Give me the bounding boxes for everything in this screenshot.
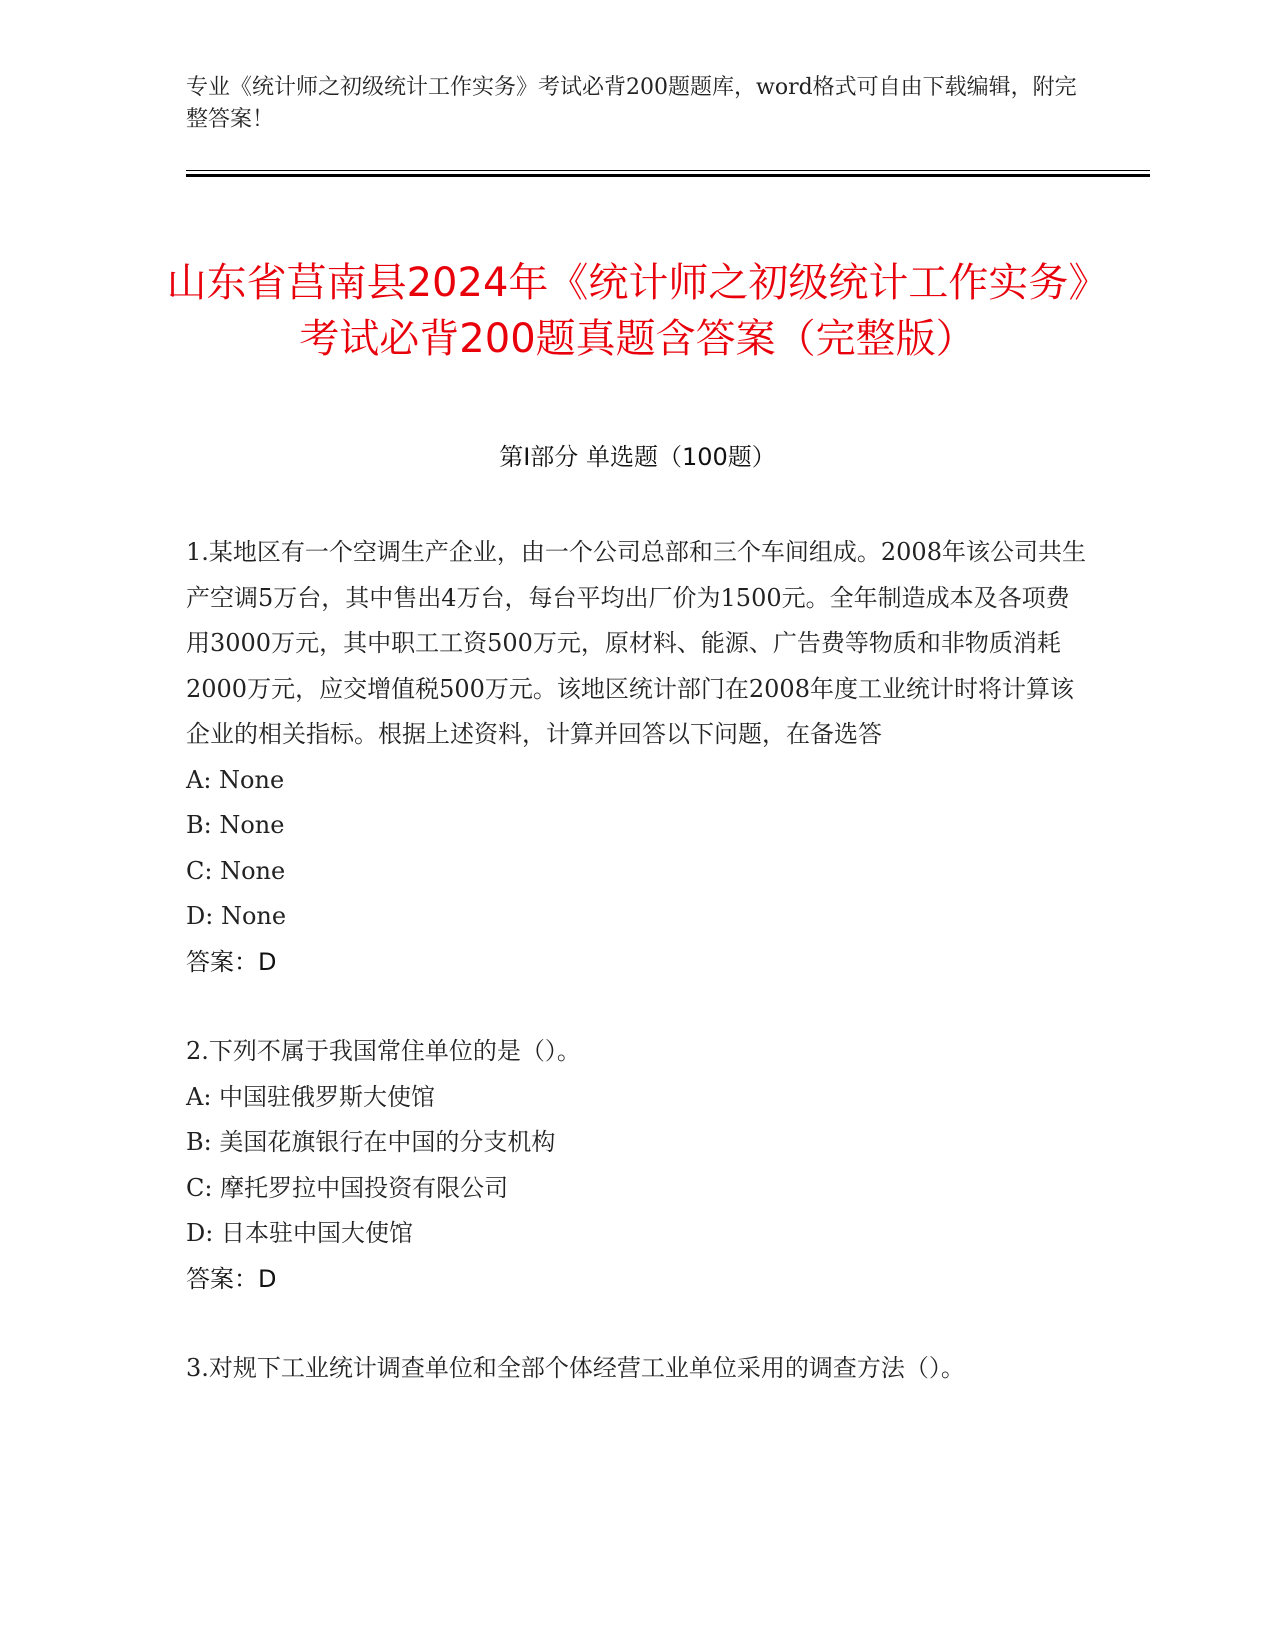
option-d: D: None [186, 902, 287, 930]
question-list [186, 530, 1086, 1392]
option-a: A: 中国驻俄罗斯大使馆 [186, 1082, 436, 1111]
answer-label: 答案：D [186, 947, 277, 976]
question-3 [186, 1346, 1086, 1392]
option-a: A: None [186, 765, 285, 794]
answer-label: 答案：D [186, 1264, 277, 1293]
question-gap [186, 1302, 1086, 1346]
option-b: B: None [186, 811, 285, 839]
document-title: 山东省莒南县2024年《统计师之初级统计工作实务》考试必背200题真题含答案（完整版） [166, 259, 1109, 362]
question-stem: 1.某地区有一个空调生产企业，由一个公司总部和三个车间组成。2008年该公司共生产空调5万台，其中售出4万台，每台平均出厂价为1500元。全年制造成本及各项费用3000万元，其中职工工资500万元，原材料、能源、广告费等物质和非物质消耗2000万元，应交增值税500万元。该地区统计部门在2008年度工业统计时将计算该企业的相关指标。根据上述资料，计算并回答以下问题，在备选答 [186, 538, 1086, 748]
option-c: C: 摩托罗拉中国投资有限公司 [186, 1173, 509, 1202]
question-2 [186, 1029, 1086, 1302]
option-d: D: 日本驻中国大使馆 [186, 1219, 413, 1247]
header-rule-thin [186, 170, 1150, 171]
header-note: 专业《统计师之初级统计工作实务》考试必背200题题库，word格式可自由下载编辑，附完整答案！ [186, 75, 1077, 132]
question-stem: 2.下列不属于我国常住单位的是（）。 [186, 1037, 581, 1065]
question-gap [186, 985, 1086, 1029]
option-b: B: 美国花旗银行在中国的分支机构 [186, 1128, 556, 1156]
question-1 [186, 530, 1086, 985]
question-stem: 3.对规下工业统计调查单位和全部个体经营工业单位采用的调查方法（）。 [186, 1354, 965, 1382]
section-title: 第I部分 单选题（100题） [499, 443, 776, 471]
option-c: C: None [186, 856, 286, 885]
header-rule-thick [186, 174, 1150, 177]
